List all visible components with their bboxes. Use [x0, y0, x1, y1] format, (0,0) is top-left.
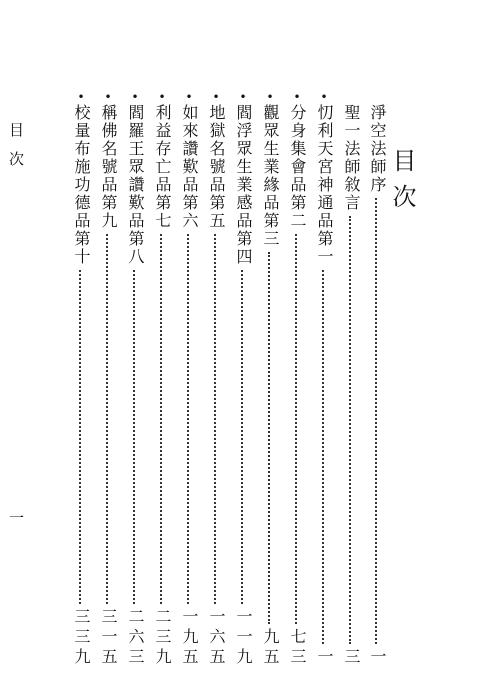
toc-entry[interactable]	[178, 90, 200, 668]
toc-entry[interactable]	[259, 90, 281, 668]
toc-entry[interactable]	[70, 90, 92, 668]
toc-entry-title: 分身集會品第二	[288, 104, 307, 230]
toc-entry-title: 如來讚歎品第六	[180, 104, 199, 230]
toc-entry-page: 九五	[261, 628, 280, 668]
bullet-icon: •	[131, 90, 139, 104]
bullet-icon: •	[293, 90, 301, 104]
toc-entry-page: 一六五	[207, 608, 226, 668]
toc-entry-page: 二六三	[126, 608, 145, 668]
bullet-icon: •	[158, 90, 166, 104]
bullet-icon: •	[185, 90, 193, 104]
dot-leader	[268, 252, 272, 624]
dot-leader	[295, 234, 299, 624]
toc-entry-page: 七三	[288, 628, 307, 668]
toc-entry[interactable]	[124, 90, 146, 668]
dot-leader	[375, 198, 379, 644]
dot-leader	[241, 270, 245, 604]
toc-entry-title: 聖一法師敘言	[342, 104, 361, 212]
bullet-icon: •	[266, 90, 274, 104]
toc-entry-page: 一	[368, 648, 387, 668]
dot-leader	[106, 234, 110, 604]
toc-entry-page: 三一五	[99, 608, 118, 668]
toc-entry-page: 一一九	[234, 608, 253, 668]
toc-entry-title: 地獄名號品第五	[207, 104, 226, 230]
toc-entry-title: 淨空法師序	[368, 104, 387, 194]
toc-entry-title: 校量布施功德品第十	[72, 104, 91, 266]
dot-leader	[79, 270, 83, 604]
toc-entry-page: 三三九	[72, 608, 91, 668]
toc-entry[interactable]	[151, 90, 173, 668]
running-head: 目次	[7, 122, 25, 180]
toc-entry-title: 觀眾生業緣品第三	[261, 104, 280, 248]
toc-entry-title: 利益存亡品第七	[153, 104, 172, 230]
dot-leader	[160, 234, 164, 604]
dot-leader	[133, 270, 137, 604]
bullet-icon: •	[77, 90, 85, 104]
toc-entry-page: 一	[315, 648, 334, 668]
toc-entry-page: 三	[342, 648, 361, 668]
bullet-icon: •	[104, 90, 112, 104]
toc-entry[interactable]	[205, 90, 227, 668]
toc-entry[interactable]	[286, 90, 308, 668]
toc-entry-title: 閻羅王眾讚歎品第八	[126, 104, 145, 266]
toc-heading: 目次	[388, 148, 416, 220]
dot-leader	[349, 216, 353, 644]
bullet-icon: •	[212, 90, 220, 104]
toc-entry[interactable]	[340, 90, 362, 668]
toc-entry-title: 忉利天宮神通品第一	[315, 104, 334, 266]
dot-leader	[187, 234, 191, 604]
toc-entry[interactable]	[313, 90, 335, 668]
toc-entry-title: 閻浮眾生業感品第四	[234, 104, 253, 266]
page-number: 一	[7, 510, 25, 525]
toc-entry-page: 一九五	[180, 608, 199, 668]
dot-leader	[322, 270, 326, 644]
toc-entry-page: 二三九	[153, 608, 172, 668]
bullet-icon: •	[320, 90, 328, 104]
toc-entry[interactable]	[97, 90, 119, 668]
toc-entry[interactable]	[366, 90, 388, 668]
toc-entry[interactable]	[232, 90, 254, 668]
bullet-icon: •	[239, 90, 247, 104]
toc-entry-title: 稱佛名號品第九	[99, 104, 118, 230]
dot-leader	[214, 234, 218, 604]
